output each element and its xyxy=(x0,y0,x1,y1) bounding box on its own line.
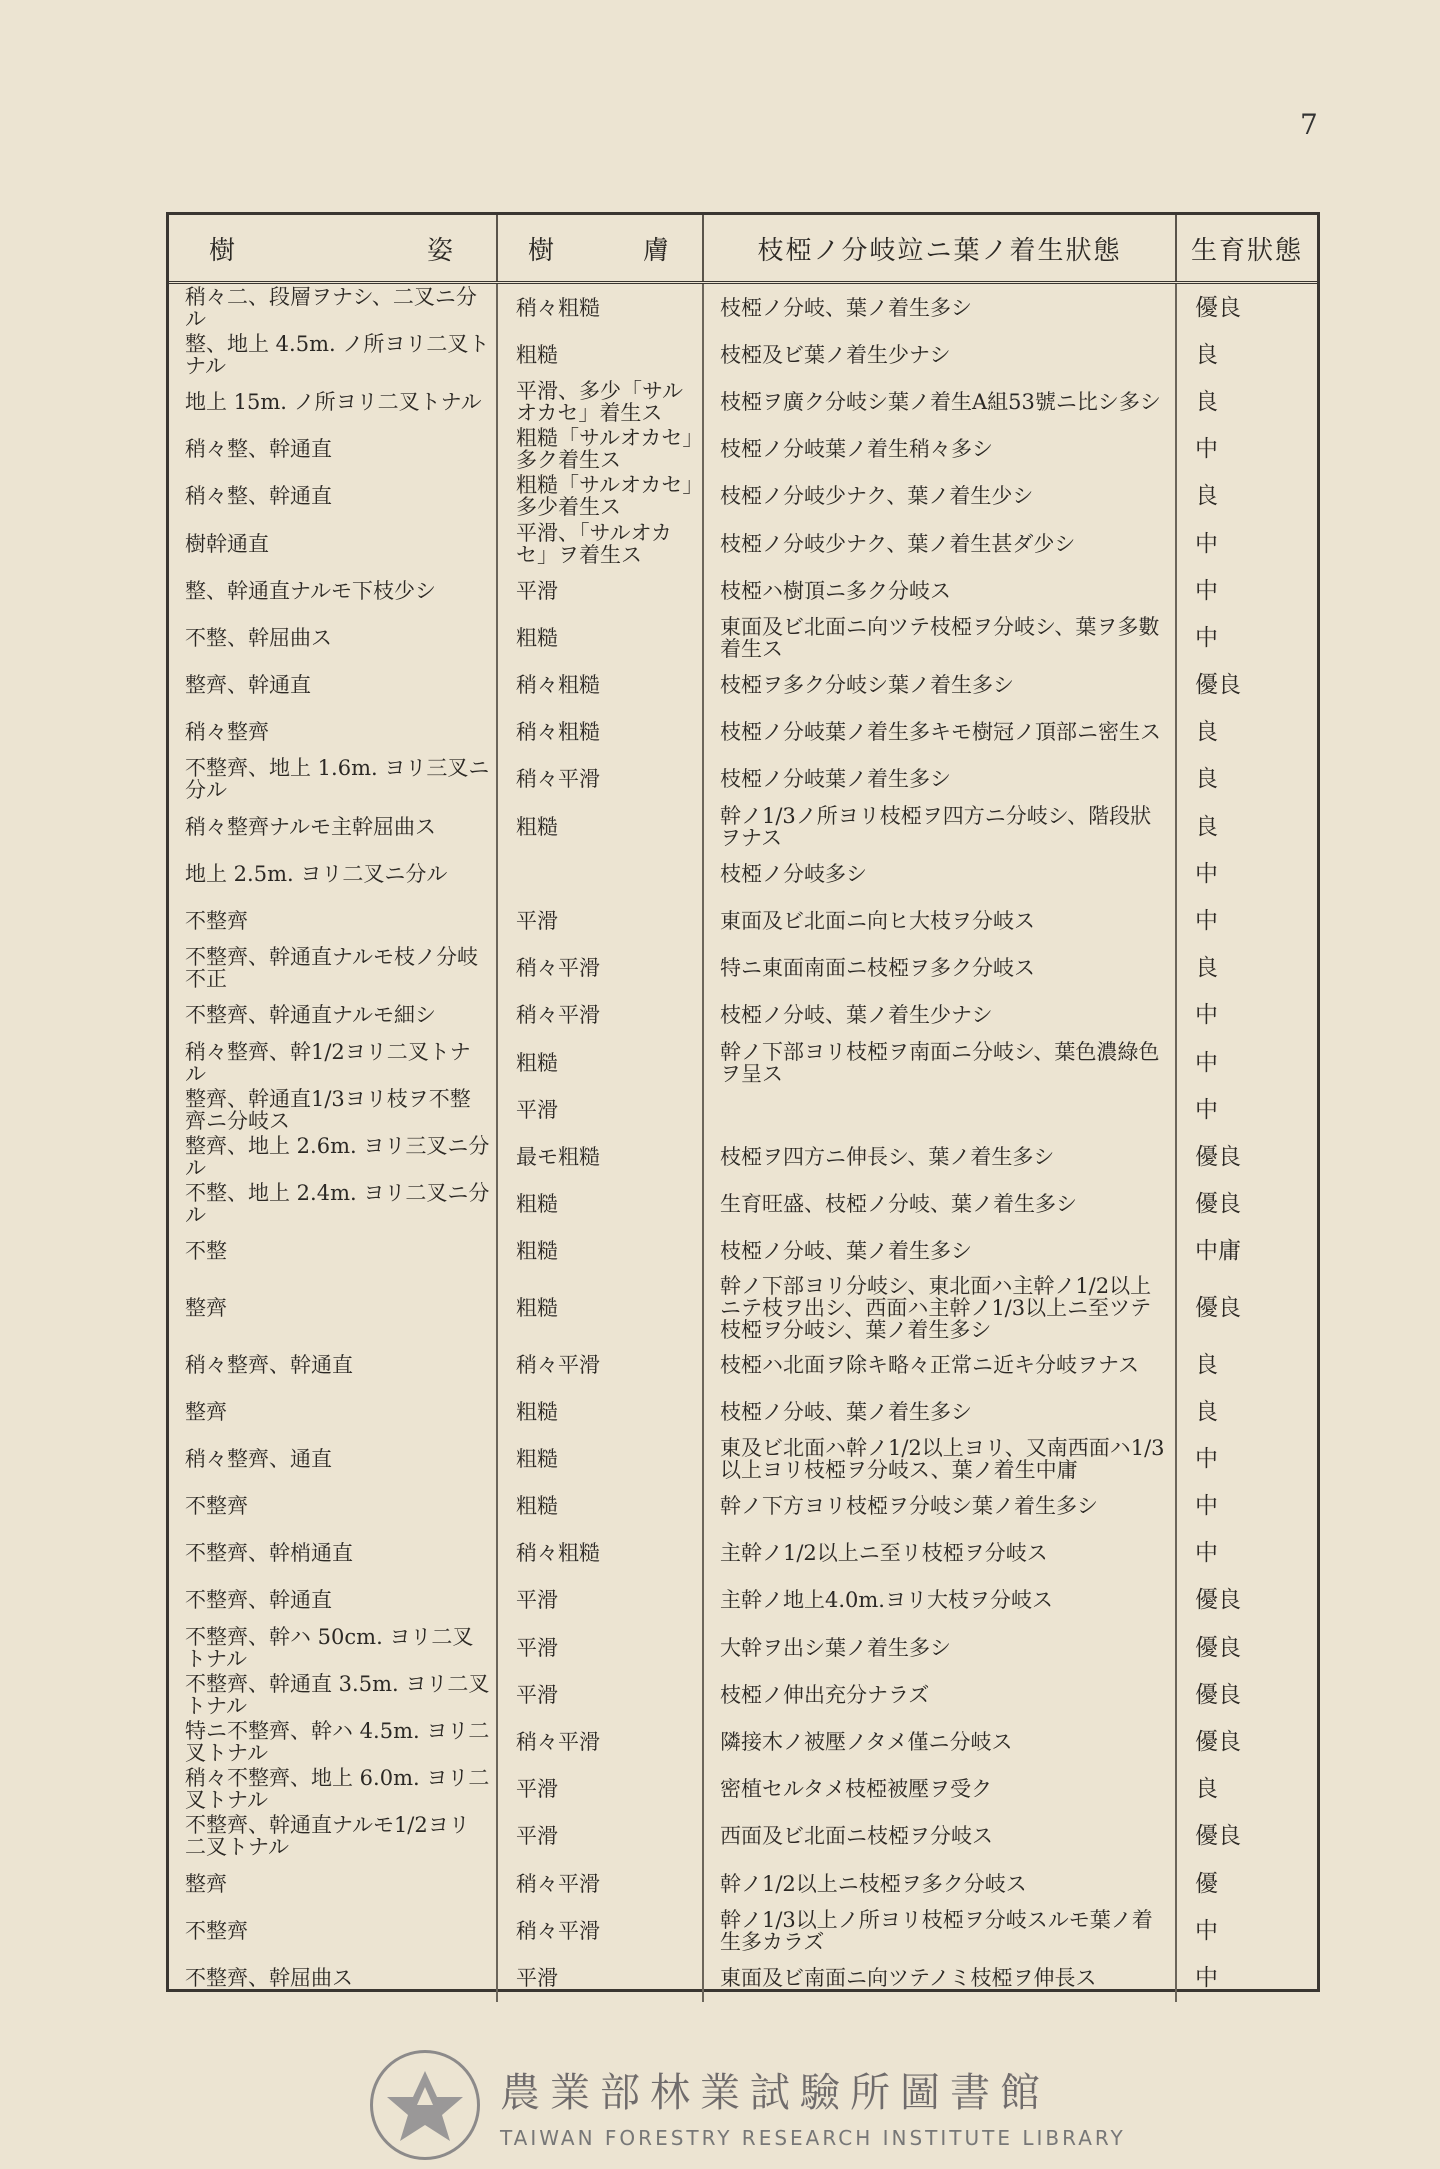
table-row xyxy=(169,1388,1317,1435)
cell-bark: 最モ粗糙 xyxy=(497,1133,703,1180)
table-row xyxy=(169,1341,1317,1388)
cell-tree-shape: 樹幹通直 xyxy=(169,520,497,567)
cell-tree-shape: 整齊 xyxy=(169,1388,497,1435)
cell-tree-shape: 稍々整齊 xyxy=(169,709,497,756)
table-row xyxy=(169,709,1317,756)
cell-branching: 枝椏ノ分岐葉ノ着生稍々多シ xyxy=(703,426,1176,473)
cell-growth: 良 xyxy=(1195,766,1218,793)
cell-bark: 粗糙 xyxy=(497,331,703,378)
cell-branching: 枝椏ハ北面ヲ除キ略々正常ニ近キ分岐ヲナス xyxy=(703,1341,1176,1388)
table-row xyxy=(169,378,1317,425)
cell-tree-shape: 整齊、幹通直 xyxy=(169,662,497,709)
cell-growth: 良 xyxy=(1195,388,1218,415)
library-seal-logo xyxy=(370,2050,480,2160)
cell-growth: 中 xyxy=(1195,624,1218,651)
cell-bark: 粗糙 xyxy=(497,1483,703,1530)
cell-tree-shape: 不整、幹屈曲ス xyxy=(169,614,497,661)
table-row xyxy=(169,567,1317,614)
table-row xyxy=(169,1954,1317,2001)
cell-tree-shape: 特ニ不整齊、幹ハ 4.5m. ヨリ二叉トナル xyxy=(169,1718,497,1765)
cell-tree-shape: 不整齊、幹通直 3.5m. ヨリ二叉トナル xyxy=(169,1671,497,1718)
cell-bark: 平滑 xyxy=(497,1577,703,1624)
cell-growth: 優良 xyxy=(1195,1681,1241,1708)
table-row xyxy=(169,1228,1317,1275)
cell-growth: 中 xyxy=(1195,1049,1218,1076)
table-row xyxy=(169,945,1317,992)
cell-bark: 粗糙「サルオカセ」多少着生ス xyxy=(497,473,703,520)
cell-bark: 粗糙 xyxy=(497,1275,703,1341)
cell-bark: 粗糙 xyxy=(497,1228,703,1275)
cell-branching: 枝椏ノ分岐少ナク、葉ノ着生甚ダ少シ xyxy=(703,520,1176,567)
cell-tree-shape: 不整齊、幹通直ナルモ細シ xyxy=(169,992,497,1039)
table-row xyxy=(169,1275,1317,1341)
table-row xyxy=(169,1718,1317,1765)
header-bark-char1: 樹 xyxy=(528,235,557,266)
cell-branching: 枝椏ハ樹頂ニ多ク分岐ス xyxy=(703,567,1176,614)
cell-tree-shape: 稍々整、幹通直 xyxy=(169,473,497,520)
cell-branching: 枝椏ノ分岐葉ノ着生多キモ樹冠ノ頂部ニ密生ス xyxy=(703,709,1176,756)
cell-tree-shape: 不整齊、幹ハ 50cm. ヨリ二叉トナル xyxy=(169,1624,497,1671)
cell-tree-shape: 稍々整齊、幹1/2ヨリ二叉トナル xyxy=(169,1039,497,1086)
cell-branching: 枝椏ノ伸出充分ナラズ xyxy=(703,1671,1176,1718)
cell-bark: 平滑 xyxy=(497,1954,703,2001)
cell-branching: 枝椏ヲ四方ニ伸長シ、葉ノ着生多シ xyxy=(703,1133,1176,1180)
cell-bark: 平滑 xyxy=(497,1086,703,1133)
page-number: 7 xyxy=(1300,108,1318,141)
cell-bark: 平滑 xyxy=(497,1671,703,1718)
table-row xyxy=(169,1671,1317,1718)
cell-branching: 枝椏及ビ葉ノ着生少ナシ xyxy=(703,331,1176,378)
cell-bark: 稍々粗糙 xyxy=(497,1530,703,1577)
cell-bark: 稍々平滑 xyxy=(497,1341,703,1388)
cell-growth: 中 xyxy=(1195,1493,1218,1520)
cell-bark: 平滑 xyxy=(497,567,703,614)
cell-growth: 中庸 xyxy=(1195,1238,1241,1265)
cell-bark: 稍々平滑 xyxy=(497,992,703,1039)
cell-growth: 中 xyxy=(1195,908,1218,935)
cell-branching: 主幹ノ1/2以上ニ至リ枝椏ヲ分岐ス xyxy=(703,1530,1176,1577)
cell-bark: 稍々粗糙 xyxy=(497,283,703,332)
data-table-frame xyxy=(166,212,1320,1992)
cell-branching: 東面及ビ南面ニ向ツテノミ枝椏ヲ伸長ス xyxy=(703,1954,1176,2001)
cell-branching: 幹ノ1/3以上ノ所ヨリ枝椏ヲ分岐スルモ葉ノ着生多カラズ xyxy=(703,1907,1176,1954)
cell-branching: 枝椏ノ分岐、葉ノ着生多シ xyxy=(703,1388,1176,1435)
cell-tree-shape: 整、地上 4.5m. ノ所ヨリ二叉トナル xyxy=(169,331,497,378)
library-watermark xyxy=(370,2050,1126,2160)
cell-growth: 中 xyxy=(1195,1096,1218,1123)
cell-tree-shape: 整齊 xyxy=(169,1275,497,1341)
cell-branching: 枝椏ヲ多ク分岐シ葉ノ着生多シ xyxy=(703,662,1176,709)
table-row xyxy=(169,331,1317,378)
cell-tree-shape: 不整齊、幹通直ナルモ枝ノ分岐不正 xyxy=(169,945,497,992)
cell-bark: 稍々平滑 xyxy=(497,756,703,803)
table-row xyxy=(169,897,1317,944)
table-row xyxy=(169,662,1317,709)
cell-branching: 特ニ東面南面ニ枝椏ヲ多ク分岐ス xyxy=(703,945,1176,992)
cell-branching: 大幹ヲ出シ葉ノ着生多シ xyxy=(703,1624,1176,1671)
cell-bark: 粗糙 xyxy=(497,1039,703,1086)
cell-tree-shape: 不整 xyxy=(169,1228,497,1275)
cell-growth: 優良 xyxy=(1195,1729,1241,1756)
cell-growth: 良 xyxy=(1195,719,1218,746)
cell-tree-shape: 不整齊、幹梢通直 xyxy=(169,1530,497,1577)
cell-tree-shape: 地上 15m. ノ所ヨリ二叉トナル xyxy=(169,378,497,425)
table-row xyxy=(169,1133,1317,1180)
cell-tree-shape: 不整齊 xyxy=(169,1483,497,1530)
cell-branching: 枝椏ヲ廣ク分岐シ葉ノ着生A組53號ニ比シ多シ xyxy=(703,378,1176,425)
cell-tree-shape: 整齊 xyxy=(169,1860,497,1907)
cell-growth: 良 xyxy=(1195,483,1218,510)
table-row xyxy=(169,850,1317,897)
table-row xyxy=(169,1181,1317,1228)
cell-bark: 粗糙「サルオカセ」多ク着生ス xyxy=(497,426,703,473)
cell-bark: 粗糙 xyxy=(497,1435,703,1482)
table-row xyxy=(169,1907,1317,1954)
table-header-row xyxy=(169,215,1317,283)
cell-branching: 枝椏ノ分岐、葉ノ着生少ナシ xyxy=(703,992,1176,1039)
cell-growth: 優良 xyxy=(1195,1143,1241,1170)
cell-growth: 中 xyxy=(1195,1445,1218,1472)
cell-bark: 平滑 xyxy=(497,1813,703,1860)
table-row xyxy=(169,614,1317,661)
cell-bark: 粗糙 xyxy=(497,803,703,850)
cell-branching: 幹ノ1/2以上ニ枝椏ヲ多ク分岐ス xyxy=(703,1860,1176,1907)
cell-growth: 優良 xyxy=(1195,1587,1241,1614)
table-row xyxy=(169,1039,1317,1086)
table-row xyxy=(169,283,1317,332)
cell-branching: 東面及ビ北面ニ向ツテ枝椏ヲ分岐シ、葉ヲ多數着生ス xyxy=(703,614,1176,661)
cell-tree-shape: 稍々二、段層ヲナシ、二叉ニ分ル xyxy=(169,283,497,332)
header-tree-shape-char1: 樹 xyxy=(209,235,238,266)
cell-growth: 良 xyxy=(1195,341,1218,368)
cell-bark: 稍々平滑 xyxy=(497,1907,703,1954)
cell-bark: 稍々粗糙 xyxy=(497,709,703,756)
cell-branching: 幹ノ1/3ノ所ヨリ枝椏ヲ四方ニ分岐シ、階段狀ヲナス xyxy=(703,803,1176,850)
cell-bark: 粗糙 xyxy=(497,1181,703,1228)
cell-tree-shape: 不整齊、幹屈曲ス xyxy=(169,1954,497,2001)
header-bark-char2: 膚 xyxy=(642,235,671,266)
cell-tree-shape: 稍々整齊ナルモ主幹屈曲ス xyxy=(169,803,497,850)
cell-growth: 優良 xyxy=(1195,672,1241,699)
cell-bark: 平滑 xyxy=(497,1624,703,1671)
header-growth: 生育狀態 xyxy=(1176,215,1317,283)
cell-bark: 稍々平滑 xyxy=(497,1718,703,1765)
cell-tree-shape: 整齊、地上 2.6m. ヨリ三叉ニ分ル xyxy=(169,1133,497,1180)
cell-growth: 良 xyxy=(1195,1351,1218,1378)
cell-branching: 枝椏ノ分岐、葉ノ着生多シ xyxy=(703,1228,1176,1275)
cell-bark xyxy=(497,850,703,897)
cell-growth: 中 xyxy=(1195,1002,1218,1029)
cell-growth: 優良 xyxy=(1195,294,1241,321)
cell-bark: 平滑 xyxy=(497,1766,703,1813)
cell-tree-shape: 不整齊、地上 1.6m. ヨリ三叉ニ分ル xyxy=(169,756,497,803)
watermark-english: TAIWAN FORESTRY RESEARCH INSTITUTE LIBRARY xyxy=(500,2125,1126,2150)
cell-tree-shape: 不整齊、幹通直 xyxy=(169,1577,497,1624)
table-row xyxy=(169,1624,1317,1671)
cell-branching: 生育旺盛、枝椏ノ分岐、葉ノ着生多シ xyxy=(703,1181,1176,1228)
cell-branching: 幹ノ下部ヨリ枝椏ヲ南面ニ分岐シ、葉色濃綠色ヲ呈ス xyxy=(703,1039,1176,1086)
cell-branching: 枝椏ノ分岐多シ xyxy=(703,850,1176,897)
table-row xyxy=(169,1483,1317,1530)
table-row xyxy=(169,1530,1317,1577)
cell-growth: 中 xyxy=(1195,530,1218,557)
cell-growth: 優良 xyxy=(1195,1823,1241,1850)
cell-branching: 幹ノ下部ヨリ分岐シ、東北面ハ主幹ノ1/2以上ニテ枝ヲ出シ、西面ハ主幹ノ1/3以上ニ至ツテ枝椏ヲ分岐シ、葉ノ着生多シ xyxy=(703,1275,1176,1341)
cell-tree-shape: 不整齊 xyxy=(169,897,497,944)
table-row xyxy=(169,1766,1317,1813)
cell-tree-shape: 地上 2.5m. ヨリ二叉ニ分ル xyxy=(169,850,497,897)
cell-branching: 枝椏ノ分岐、葉ノ着生多シ xyxy=(703,283,1176,332)
cell-growth: 中 xyxy=(1195,577,1218,604)
table-row xyxy=(169,756,1317,803)
table-row xyxy=(169,1086,1317,1133)
cell-growth: 良 xyxy=(1195,1398,1218,1425)
cell-bark: 平滑、「サルオカセ」ヲ着生ス xyxy=(497,520,703,567)
cell-bark: 稍々粗糙 xyxy=(497,662,703,709)
header-bark xyxy=(497,215,703,283)
table-row xyxy=(169,1435,1317,1482)
cell-tree-shape: 不整齊、幹通直ナルモ1/2ヨリ二叉トナル xyxy=(169,1813,497,1860)
cell-growth: 優良 xyxy=(1195,1634,1241,1661)
table-row xyxy=(169,1860,1317,1907)
table-row xyxy=(169,1577,1317,1624)
table-row xyxy=(169,426,1317,473)
cell-tree-shape: 不整、地上 2.4m. ヨリ二叉ニ分ル xyxy=(169,1181,497,1228)
cell-bark: 粗糙 xyxy=(497,614,703,661)
header-tree-shape-char2: 姿 xyxy=(426,235,455,266)
table-row xyxy=(169,1813,1317,1860)
table-row xyxy=(169,473,1317,520)
cell-growth: 優良 xyxy=(1195,1294,1241,1321)
cell-growth: 優良 xyxy=(1195,1191,1241,1218)
cell-growth: 中 xyxy=(1195,860,1218,887)
table-row xyxy=(169,520,1317,567)
tree-star-icon xyxy=(385,2065,465,2145)
cell-tree-shape: 整、幹通直ナルモ下枝少シ xyxy=(169,567,497,614)
table-row xyxy=(169,803,1317,850)
cell-tree-shape: 不整齊 xyxy=(169,1907,497,1954)
cell-branching: 東面及ビ北面ニ向ヒ大枝ヲ分岐ス xyxy=(703,897,1176,944)
cell-branching xyxy=(703,1086,1176,1133)
cell-branching: 西面及ビ北面ニ枝椏ヲ分岐ス xyxy=(703,1813,1176,1860)
cell-bark: 稍々平滑 xyxy=(497,945,703,992)
cell-branching: 幹ノ下方ヨリ枝椏ヲ分岐シ葉ノ着生多シ xyxy=(703,1483,1176,1530)
cell-tree-shape: 稍々整齊、幹通直 xyxy=(169,1341,497,1388)
cell-bark: 粗糙 xyxy=(497,1388,703,1435)
cell-growth: 中 xyxy=(1195,436,1218,463)
watermark-chinese: 農業部林業試驗所圖書館 xyxy=(500,2069,1050,2116)
cell-growth: 良 xyxy=(1195,1776,1218,1803)
tree-characteristics-table xyxy=(169,215,1317,2002)
cell-bark: 平滑 xyxy=(497,897,703,944)
cell-growth: 中 xyxy=(1195,1964,1218,1991)
cell-bark: 稍々平滑 xyxy=(497,1860,703,1907)
header-tree-shape xyxy=(169,215,497,283)
cell-growth: 優 xyxy=(1195,1870,1218,1897)
cell-tree-shape: 稍々不整齊、地上 6.0m. ヨリ二叉トナル xyxy=(169,1766,497,1813)
header-branching: 枝椏ノ分岐竝ニ葉ノ着生狀態 xyxy=(703,215,1176,283)
cell-growth: 中 xyxy=(1195,1917,1218,1944)
cell-branching: 枝椏ノ分岐少ナク、葉ノ着生少シ xyxy=(703,473,1176,520)
cell-growth: 中 xyxy=(1195,1540,1218,1567)
cell-branching: 主幹ノ地上4.0m.ヨリ大枝ヲ分岐ス xyxy=(703,1577,1176,1624)
cell-growth: 良 xyxy=(1195,813,1218,840)
cell-growth: 良 xyxy=(1195,955,1218,982)
table-row xyxy=(169,992,1317,1039)
cell-branching: 東及ビ北面ハ幹ノ1/2以上ヨリ、又南西面ハ1/3以上ヨリ枝椏ヲ分岐ス、葉ノ着生中庸 xyxy=(703,1435,1176,1482)
cell-tree-shape: 整齊、幹通直1/3ヨリ枝ヲ不整齊ニ分岐ス xyxy=(169,1086,497,1133)
cell-branching: 密植セルタメ枝椏被壓ヲ受ク xyxy=(703,1766,1176,1813)
cell-branching: 枝椏ノ分岐葉ノ着生多シ xyxy=(703,756,1176,803)
cell-tree-shape: 稍々整齊、通直 xyxy=(169,1435,497,1482)
table-body xyxy=(169,283,1317,2002)
cell-tree-shape: 稍々整、幹通直 xyxy=(169,426,497,473)
cell-bark: 平滑、多少「サルオカセ」着生ス xyxy=(497,378,703,425)
cell-branching: 隣接木ノ被壓ノタメ僅ニ分岐ス xyxy=(703,1718,1176,1765)
